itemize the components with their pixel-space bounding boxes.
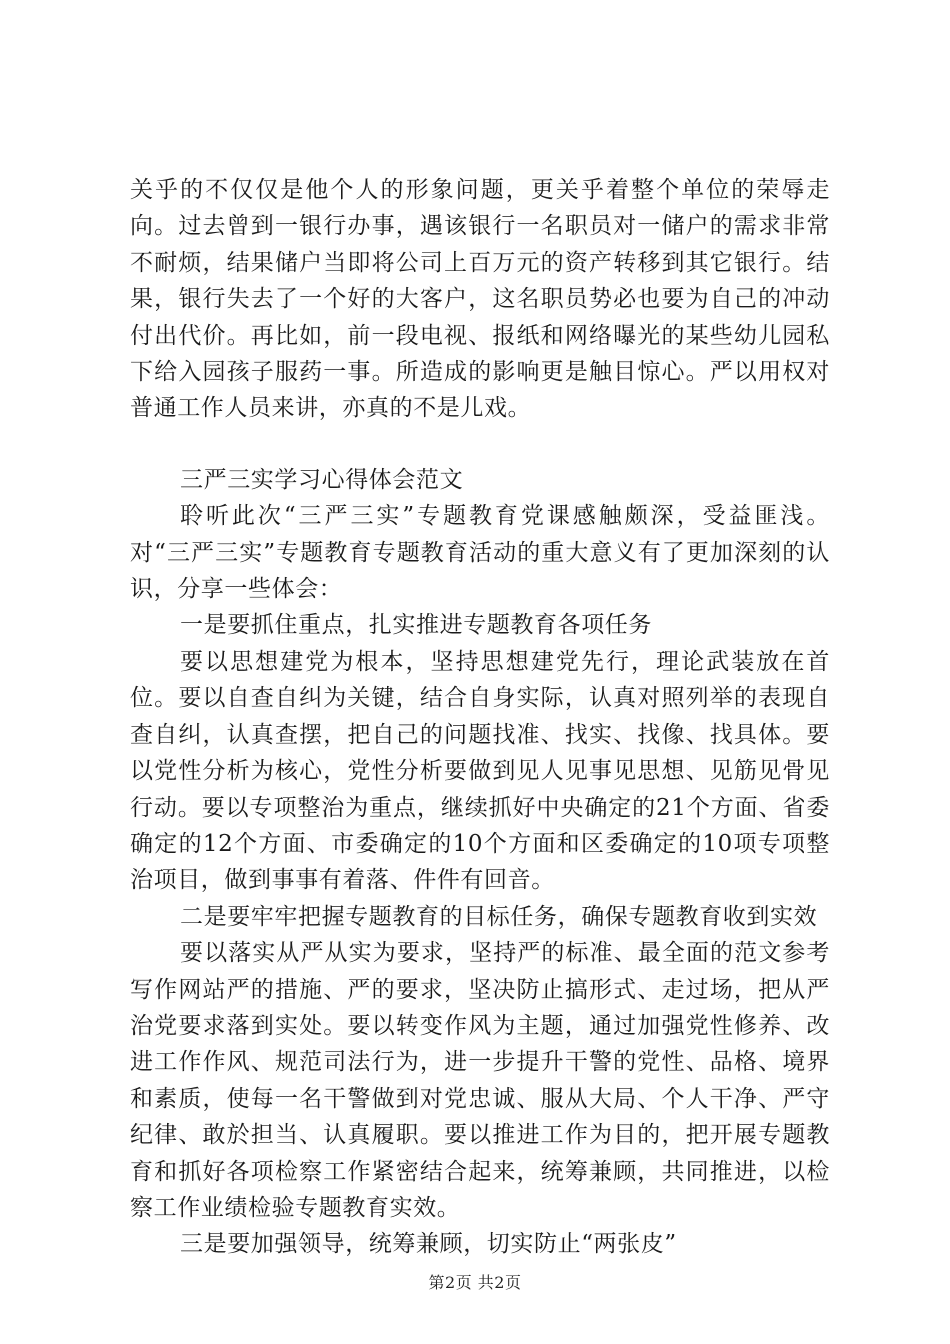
section-heading-3: 三是要加强领导，统筹兼顾，切实防止“两张皮” [180, 1231, 677, 1258]
body-paragraph: 要以落实从严从实为要求，坚持严的标准、最全面的范文参考写作网站严的措施、严的要求，坚决防止搞形式、走过场，把从严治党要求落到实处。要以转变作风为主题，通过加强党性修养、改进工作作风、规范司法行为，进一步提升干警的党性、品格、境界和素质，使每一名干警做到对党忠诚、服从大局、个人干净、严守纪律、敢於担当、认真履职。要以推进工作为目的，把开展专题教育和抓好各项检察工作紧密结合起来，统筹兼顾，共同推进，以检察工作业绩检验专题教育实效。 [130, 940, 830, 1221]
page-footer: 第2页 共2页 [428, 1273, 522, 1292]
body-paragraph: 要以思想建党为根本，坚持思想建党先行，理论武装放在首位。要以自查自纠为关键，结合自身实际，认真对照列举的表现自查自纠，认真查摆，把自己的问题找准、找实、找像、找具体。要以党性分析为核心，党性分析要做到见人见事见思想、见筋见骨见行动。要以专项整治为重点，继续抓好中央确定的21个方面、省委确定的12个方面、市委确定的10个方面和区委确定的10项专项整治项目，做到事事有着落、件件有回音。 [130, 648, 830, 894]
body-paragraph: 聆听此次“三严三实”专题教育党课感触颇深，受益匪浅。对“三严三实”专题教育专题教育活动的重大意义有了更加深刻的认识，分享一些体会： [130, 503, 830, 603]
article-title: 三严三实学习心得体会范文 [180, 466, 464, 493]
paragraph-gap [130, 427, 830, 462]
document-body [130, 172, 830, 1263]
section-heading-1: 一是要抓住重点，扎实推进专题教育各项任务 [180, 612, 652, 639]
section-heading-2: 二是要牢牢把握专题教育的目标任务，确保专题教育收到实效 [180, 903, 818, 930]
body-paragraph-continued: 关乎的不仅仅是他个人的形象问题，更关乎着整个单位的荣辱走向。过去曾到一银行办事，遇该银行一名职员对一储户的需求非常不耐烦，结果储户当即将公司上百万元的资产转移到其它银行。结果，银行失去了一个好的大客户，这名职员势必也要为自己的冲动付出代价。再比如，前一段电视、报纸和网络曝光的某些幼儿园私下给入园孩子服药一事。所造成的影响更是触目惊心。严以用权对普通工作人员来讲，亦真的不是儿戏。 [130, 177, 830, 422]
